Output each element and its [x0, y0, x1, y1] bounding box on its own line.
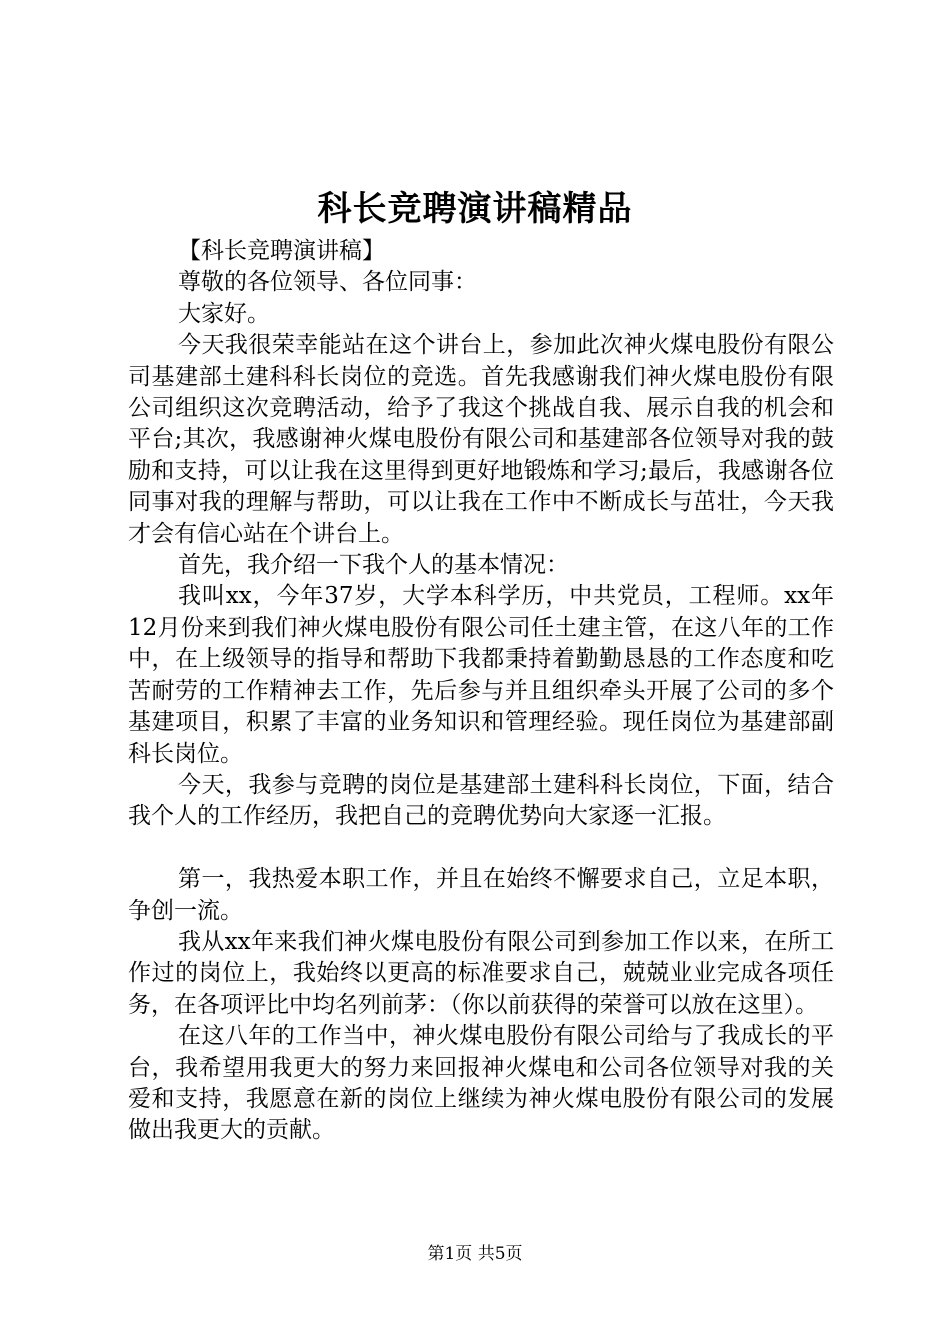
- paragraph-intro: 今天我很荣幸能站在这个讲台上，参加此次神火煤电股份有限公司基建部土建科科长岗位的竞选。首先我感谢我们神火煤电股份有限公司组织这次竞聘活动，给予了我这个挑战自我、展示自我的机会和平台;其次，我感谢神火煤电股份有限公司和基建部各位领导对我的鼓励和支持，可以让我在这里得到更好地锻炼和学习;最后，我感谢各位同事对我的理解与帮助，可以让我在工作中不断成长与茁壮，今天我才会有信心站在个讲台上。: [128, 332, 834, 547]
- paragraph-first-point: 第一，我热爱本职工作，并且在始终不懈要求自己，立足本职，争创一流。: [128, 866, 834, 924]
- paragraph-basic-info: 我叫xx，今年37岁，大学本科学历，中共党员，工程师。xx年12月份来到我们神火煤电股份有限公司任土建主管，在这八年的工作中，在上级领导的指导和帮助下我都秉持着勤勤恳恳的工作态度和吃苦耐劳的工作精神去工作，先后参与并且组织牵头开展了公司的多个基建项目，积累了丰富的业务知识和管理经验。现任岗位为基建部副科长岗位。: [128, 583, 834, 767]
- document-body: [128, 236, 834, 1147]
- page-number: 第1页 共5页: [427, 1244, 523, 1264]
- paragraph-salutation: 尊敬的各位领导、各位同事：: [178, 269, 477, 296]
- paragraph-heading: 【科长竞聘演讲稿】: [178, 238, 385, 264]
- paragraph-basic-info-lead: 首先，我介绍一下我个人的基本情况：: [178, 552, 569, 579]
- document-title: 科长竞聘演讲稿精品: [317, 189, 633, 229]
- paragraph-commitment: 在这八年的工作当中，神火煤电股份有限公司给与了我成长的平台，我希望用我更大的努力来回报神火煤电和公司各位领导对我的关爱和支持，我愿意在新的岗位上继续为神火煤电股份有限公司的发展做出我更大的贡献。: [128, 1023, 834, 1144]
- paragraph-work-record: 我从xx年来我们神火煤电股份有限公司到参加工作以来，在所工作过的岗位上，我始终以更高的标准要求自己，兢兢业业完成各项任务，在各项评比中均名列前茅：（你以前获得的荣誉可以放在这里）。: [128, 928, 834, 1018]
- paragraph-advantages-lead: 今天，我参与竞聘的岗位是基建部土建科科长岗位，下面，结合我个人的工作经历，我把自己的竞聘优势向大家逐一汇报。: [128, 771, 834, 830]
- paragraph-greeting: 大家好。: [178, 300, 270, 327]
